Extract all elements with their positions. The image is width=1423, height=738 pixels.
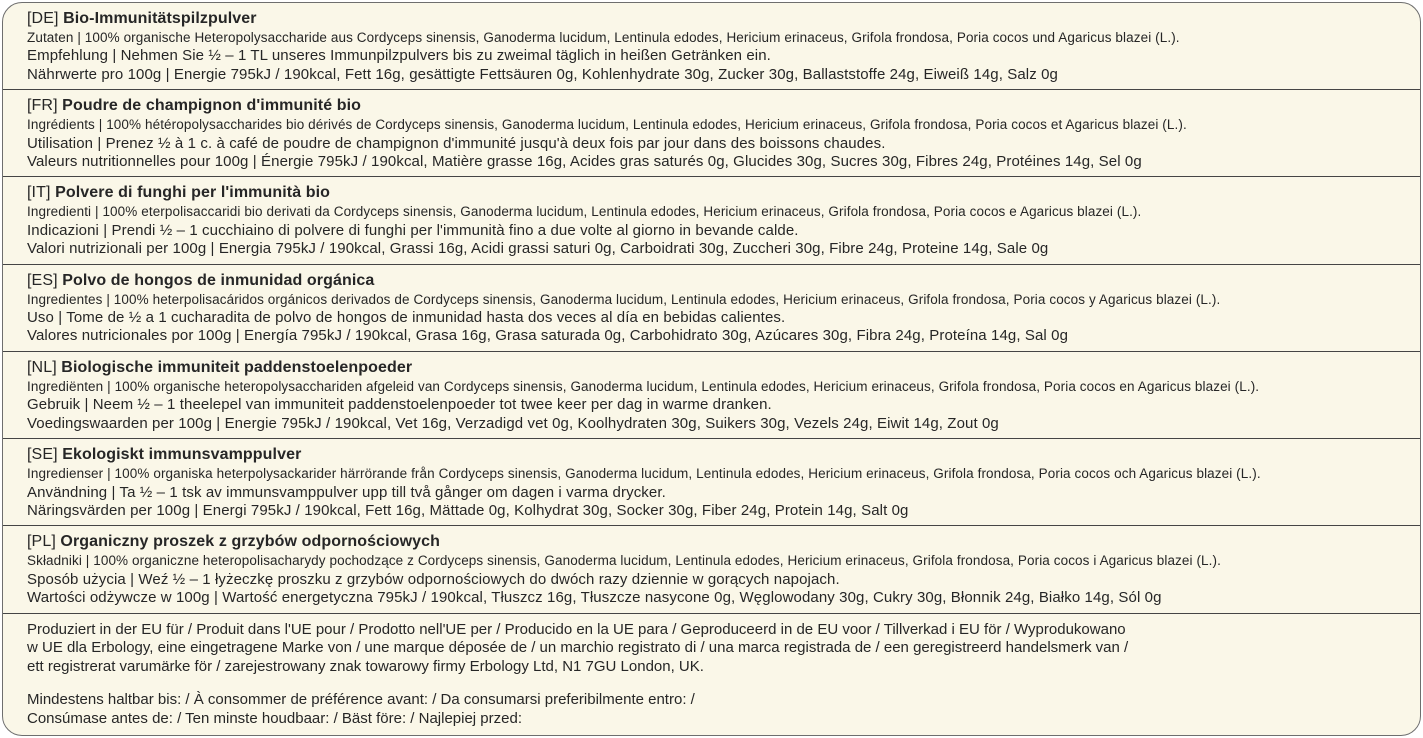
lang-section-es [3, 265, 1420, 352]
usage-line: Sposób użycia | Weź ½ – 1 łyżeczkę proszku z grzybów odpornościowych do dwóch razy dziennie w gorących napojach. [27, 570, 840, 588]
ingredients-line: Ingredienti | 100% eterpolisaccaridi bio derivati da Cordyceps sinensis, Ganoderma lucidum, Lentinula edodes, Hericium erinaceus, Grifola frondosa, Poria cocos e Agaricus blazei (L.). [27, 204, 1142, 220]
lang-code: [IT] [27, 184, 51, 202]
lang-code: [PL] [27, 533, 56, 551]
nutrition-line: Valeurs nutritionnelles pour 100g | Énergie 795kJ / 190kcal, Matière grasse 16g, Acides gras saturés 0g, Glucides 30g, Sucres 30g, Fibres 24g, Protéines 14g, Sel 0g [27, 153, 1142, 171]
lang-section-fr [3, 90, 1420, 177]
ingredients-line: Zutaten | 100% organische Heteropolysaccharide aus Cordyceps sinensis, Ganoderma lucidum, Lentinula edodes, Hericium erinaceus, Grifola frondosa, Poria cocos und Agaricus blazei (L.). [27, 30, 1180, 45]
product-name: Polvere di funghi per l'immunità bio [55, 184, 331, 202]
best-before-line: Mindestens haltbar bis: / À consommer de préférence avant: / Da consumarsi preferibilmente entro: / [27, 690, 695, 708]
product-label [2, 2, 1421, 736]
nutrition-line: Nährwerte pro 100g | Energie 795kJ / 190kcal, Fett 16g, gesättigte Fettsäuren 0g, Kohlenhydrate 30g, Zucker 30g, Ballaststoffe 24g, Eiweiß 14g, Salz 0g [27, 65, 1058, 83]
lang-section-se [3, 439, 1420, 526]
ingredients-line: Ingredientes | 100% heterpolisacáridos orgánicos derivados de Cordyceps sinensis, Ganoderma lucidum, Lentinula edodes, Hericium erinaceus, Grifola frondosa, Poria cocos y Agaricus blazei (L.). [27, 291, 1221, 307]
usage-line: Gebruik | Neem ½ – 1 theelepel van immuniteit paddenstoelenpoeder tot twee keer per dag in warme dranken. [27, 396, 772, 414]
lang-section-nl [3, 352, 1420, 439]
section-title-it [27, 182, 1396, 203]
ingredients-line: Ingrédients | 100% hétéropolysaccharides bio dérivés de Cordyceps sinensis, Ganoderma lucidum, Lentinula edodes, Hericium erinaceus, Grifola frondosa, Poria cocos et Agaricus blazei (L.). [27, 117, 1187, 133]
product-name: Poudre de champignon d'immunité bio [62, 97, 362, 115]
nutrition-line: Näringsvärden per 100g | Energi 795kJ / 190kcal, Fett 16g, Mättade 0g, Kolhydrat 30g, Socker 30g, Fiber 24g, Protein 14g, Salt 0g [27, 501, 909, 519]
lang-section-it [3, 177, 1420, 264]
lang-section-de [3, 3, 1420, 90]
ingredients-line: Ingredienser | 100% organiska heterpolysackarider härrörande från Cordyceps sinensis, Ganoderma lucidum, Lentinula edodes, Hericium erinaceus, Grifola frondosa, Poria cocos och Agaricus blazei (L.). [27, 466, 1261, 482]
lang-code: [NL] [27, 358, 57, 376]
lang-code: [FR] [27, 97, 58, 115]
section-title-nl [27, 357, 1396, 378]
product-name: Bio-Immunitätspilzpulver [63, 10, 257, 27]
usage-line: Uso | Tome de ½ a 1 cucharadita de polvo de hongos de inmunidad hasta dos veces al día en bebidas calientes. [27, 309, 786, 327]
produced-in-eu-note [3, 614, 1420, 679]
usage-line: Utilisation | Prenez ½ à 1 c. à café de poudre de champignon d'immunité jusqu'à deux fois par jour dans des boissons chaudes. [27, 134, 886, 152]
section-title-de [27, 8, 1396, 29]
nutrition-line: Valores nutricionales por 100g | Energía 795kJ / 190kcal, Grasa 16g, Grasa saturada 0g, Carbohidrato 30g, Azúcares 30g, Fibra 24g, Proteína 14g, Sal 0g [27, 327, 1069, 345]
section-title-se [27, 444, 1396, 465]
product-name: Polvo de hongos de inmunidad orgánica [62, 271, 375, 289]
lang-code: [ES] [27, 271, 58, 289]
ingredients-line: Ingrediënten | 100% organische heteropolysacchariden afgeleid van Cordyceps sinensis, Ganoderma lucidum, Lentinula edodes, Hericium erinaceus, Grifola frondosa, Poria cocos en Agaricus blazei (L.). [27, 378, 1260, 394]
product-name: Ekologiskt immunsvamppulver [62, 446, 302, 464]
usage-line: Användning | Ta ½ – 1 tsk av immunsvamppulver upp till två gånger om dagen i varma drycker. [27, 483, 666, 501]
lang-code: [DE] [27, 10, 59, 27]
best-before-note [3, 679, 1420, 733]
lang-section-pl [3, 526, 1420, 613]
usage-line: Indicazioni | Prendi ½ – 1 cucchiaino di polvere di funghi per l'immunità fino a due volte al giorno in bevande calde. [27, 221, 799, 239]
produced-line: ett registrerat varumärke för / zarejestrowany znak towarowy firmy Erbology Ltd, N1 7GU London, UK. [27, 658, 704, 676]
section-title-es [27, 270, 1396, 291]
product-name: Biologische immuniteit paddenstoelenpoeder [61, 358, 413, 376]
best-before-line: Consúmase antes de: / Ten minste houdbaar: / Bäst före: / Najlepiej przed: [27, 709, 522, 727]
lang-code: [SE] [27, 446, 58, 464]
nutrition-line: Wartości odżywcze w 100g | Wartość energetyczna 795kJ / 190kcal, Tłuszcz 16g, Tłuszcze nasycone 0g, Węglowodany 30g, Cukry 30g, Błonnik 24g, Białko 14g, Sól 0g [27, 589, 1162, 607]
produced-line: Produziert in der EU für / Produit dans l'UE pour / Prodotto nell'UE per / Producido en la UE para / Geproduceerd in de EU voor / Tillverkad i EU för / Wyprodukowano [27, 620, 1126, 638]
product-name: Organiczny proszek z grzybów odpornościowych [60, 533, 440, 551]
produced-line: w UE dla Erbology, eine eingetragene Marke von / une marque déposée de / un marchio registrato di / una marca registrada de / een geregistreerd handelsmerk van / [27, 639, 1129, 657]
ingredients-line: Składniki | 100% organiczne heteropolisacharydy pochodzące z Cordyceps sinensis, Ganoderma lucidum, Lentinula edodes, Hericium erinaceus, Grifola frondosa, Poria cocos i Agaricus blazei (L.). [27, 553, 1221, 569]
section-title-pl [27, 531, 1396, 552]
nutrition-line: Valori nutrizionali per 100g | Energia 795kJ / 190kcal, Grassi 16g, Acidi grassi saturi 0g, Carboidrati 30g, Zuccheri 30g, Fibre 24g, Proteine 14g, Sale 0g [27, 240, 1049, 258]
section-title-fr [27, 95, 1396, 116]
nutrition-line: Voedingswaarden per 100g | Energie 795kJ / 190kcal, Vet 16g, Verzadigd vet 0g, Koolhydraten 30g, Suikers 30g, Vezels 24g, Eiwit 14g, Zout 0g [27, 414, 999, 432]
usage-line: Empfehlung | Nehmen Sie ½ – 1 TL unseres Immunpilzpulvers bis zu zweimal täglich in heißen Getränken ein. [27, 47, 771, 65]
